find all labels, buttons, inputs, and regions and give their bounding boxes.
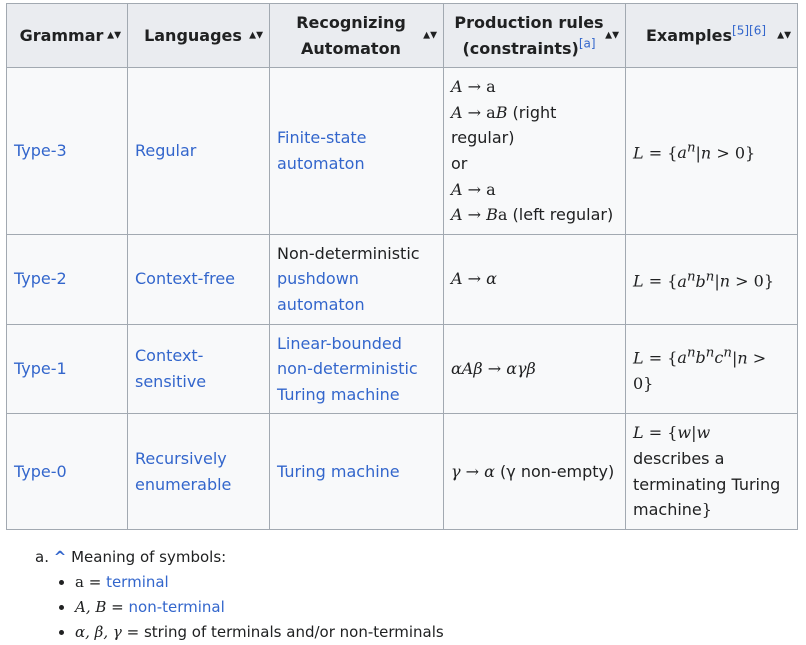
rule-formula: A → Ba <box>451 205 508 225</box>
table-row <box>7 324 798 414</box>
citation-link-5-6[interactable]: [5][6] <box>732 23 767 38</box>
link-type-3[interactable]: Type-3 <box>14 141 67 161</box>
cell-grammar <box>7 324 128 414</box>
cell-example: L = {w|w describes a terminating Turing machine} <box>626 414 798 529</box>
cell-automaton: Non-deterministic pushdown automaton <box>270 234 444 324</box>
example-formula: $L = \{a^n|n > 0\}$ <box>633 141 756 163</box>
footnote-link-a[interactable]: [a] <box>578 36 596 51</box>
cell-example <box>626 68 798 235</box>
link-context-sensitive[interactable]: Context-sensitive <box>135 346 207 391</box>
cell-language <box>128 414 270 529</box>
example-formula: $L = \{a^nb^n|n > 0\}$ <box>633 269 775 291</box>
header-recognizing-automaton[interactable]: Recognizing Automaton ▲▼ <box>270 4 444 68</box>
cell-production-rules: A → a A → aB (right regular) or A → a A → Ba (left regular) <box>444 68 626 235</box>
chomsky-hierarchy-table <box>6 3 798 530</box>
sort-icon[interactable]: ▲▼ <box>605 30 619 41</box>
footnotes <box>35 545 444 645</box>
footnote-a: a. ^ Meaning of symbols: <box>35 548 227 566</box>
cell-grammar <box>7 414 128 529</box>
sort-icon[interactable]: ▲▼ <box>249 30 263 41</box>
link-type-2[interactable]: Type-2 <box>14 269 67 289</box>
table-row <box>7 414 798 529</box>
cell-automaton <box>270 68 444 235</box>
header-languages[interactable]: Languages ▲▼ <box>128 4 270 68</box>
link-terminal[interactable]: terminal <box>106 573 169 591</box>
link-turing-machine[interactable]: Turing machine <box>277 461 400 481</box>
cell-example <box>626 324 798 414</box>
cell-production-rules: γ → α (γ non-empty) <box>444 414 626 529</box>
cell-grammar <box>7 234 128 324</box>
link-pushdown-automaton[interactable]: pushdown automaton <box>277 269 365 314</box>
link-type-0[interactable]: Type-0 <box>14 461 67 481</box>
cell-production-rules <box>444 234 626 324</box>
link-regular[interactable]: Regular <box>135 141 197 161</box>
cell-language <box>128 68 270 235</box>
link-finite-state-automaton[interactable]: Finite-state automaton <box>277 128 367 173</box>
link-type-1[interactable]: Type-1 <box>14 359 67 379</box>
cell-automaton <box>270 324 444 414</box>
link-non-terminal[interactable]: non-terminal <box>128 598 225 616</box>
list-item: • a = terminal <box>75 570 444 595</box>
header-production-rules[interactable]: Production rules (constraints)[a] ▲▼ <box>444 4 626 68</box>
cell-automaton <box>270 414 444 529</box>
link-context-free[interactable]: Context-free <box>135 269 235 289</box>
link-linear-bounded-automaton[interactable]: Linear-bounded non-deterministic Turing machine <box>277 333 418 404</box>
cell-production-rules <box>444 324 626 414</box>
rule-formula: A → α <box>451 269 497 289</box>
cell-grammar <box>7 68 128 235</box>
symbol-list <box>35 570 444 645</box>
table-header-row <box>7 4 798 68</box>
example-formula: L = {w|w <box>633 423 711 443</box>
rule-formula: γ → α <box>451 461 495 481</box>
sort-icon[interactable]: ▲▼ <box>777 30 791 41</box>
cell-example <box>626 234 798 324</box>
header-examples[interactable]: Examples[5][6] ▲▼ <box>626 4 798 68</box>
rule-formula: A → aB <box>451 102 508 122</box>
rule-formula: A → a <box>451 179 496 199</box>
sort-icon[interactable]: ▲▼ <box>107 30 121 41</box>
back-reference-caret[interactable]: ^ <box>53 548 67 566</box>
header-grammar[interactable]: Grammar ▲▼ <box>7 4 128 68</box>
link-recursively-enumerable[interactable]: Recursively enumerable <box>135 448 232 494</box>
example-formula: $L = \{a^nb^nc^n|n > 0\}$ <box>633 346 767 394</box>
rule-formula: αAβ → αγβ <box>451 359 536 379</box>
rule-formula: A → a <box>451 77 496 97</box>
list-item: • A, B = non-terminal <box>75 595 444 620</box>
table-row <box>7 234 798 324</box>
cell-language <box>128 234 270 324</box>
table-row <box>7 68 798 235</box>
cell-language <box>128 324 270 414</box>
sort-icon[interactable]: ▲▼ <box>423 30 437 41</box>
list-item: • α, β, γ = string of terminals and/or non-terminals <box>75 620 444 645</box>
